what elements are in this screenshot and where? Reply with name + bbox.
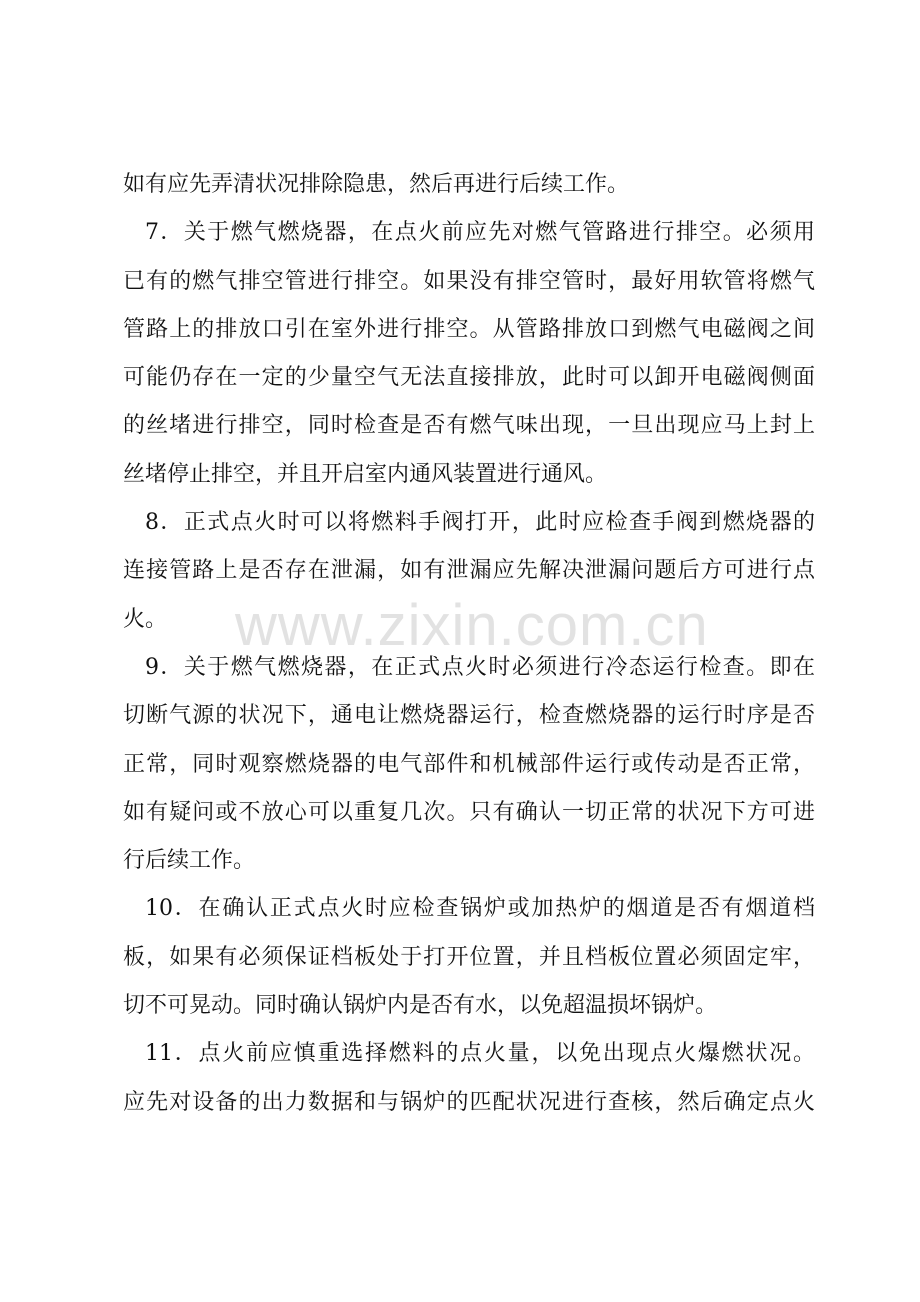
text-line: 管路上的排放口引在室外进行排空。从管路排放口到燃气电磁阀之间 (123, 316, 815, 342)
text-line: 的丝堵进行排空，同时检查是否有燃气味出现，一旦出现应马上封上 (123, 413, 815, 439)
text-line: 如有疑问或不放心可以重复几次。只有确认一切正常的状况下方可进 (123, 799, 815, 825)
text-line: 应先对设备的出力数据和与锅炉的匹配状况进行查核，然后确定点火 (123, 1089, 815, 1115)
text-line: 7．关于燃气燃烧器，在点火前应先对燃气管路进行排空。必须用 (145, 220, 815, 246)
text-line: 切断气源的状况下，通电让燃烧器运行，检查燃烧器的运行时序是否 (123, 703, 815, 729)
text-line: 火。 (123, 606, 168, 632)
text-line: 已有的燃气排空管进行排空。如果没有排空管时，最好用软管将燃气 (123, 268, 815, 294)
text-line: 丝堵停止排空，并且开启室内通风装置进行通风。 (123, 461, 608, 487)
document-body (123, 166, 815, 1132)
text-line: 板，如果有必须保证档板处于打开位置，并且档板位置必须固定牢， (123, 944, 815, 970)
text-line: 9．关于燃气燃烧器，在正式点火时必须进行冷态运行检查。即在 (145, 654, 815, 680)
text-line: 10．在确认正式点火时应检查锅炉或加热炉的烟道是否有烟道档 (145, 896, 815, 922)
text-line: 11．点火前应慎重选择燃料的点火量，以免出现点火爆燃状况。 (145, 1041, 815, 1067)
text-line: 行后续工作。 (123, 848, 256, 874)
text-line: 如有应先弄清状况排除隐患，然后再进行后续工作。 (123, 172, 630, 197)
text-line: 可能仍存在一定的少量空气无法直接排放，此时可以卸开电磁阀侧面 (123, 365, 815, 391)
text-line: 切不可晃动。同时确认锅炉内是否有水，以免超温损坏锅炉。 (123, 993, 718, 1019)
text-line: 8．正式点火时可以将燃料手阀打开，此时应检查手阀到燃烧器的 (145, 510, 815, 536)
text-line: 连接管路上是否存在泄漏，如有泄漏应先解决泄漏问题后方可进行点 (123, 558, 815, 584)
text-line: 正常，同时观察燃烧器的电气部件和机械部件运行或传动是否正常， (123, 751, 815, 777)
watermark: www.zixin.com.cn (235, 593, 709, 658)
